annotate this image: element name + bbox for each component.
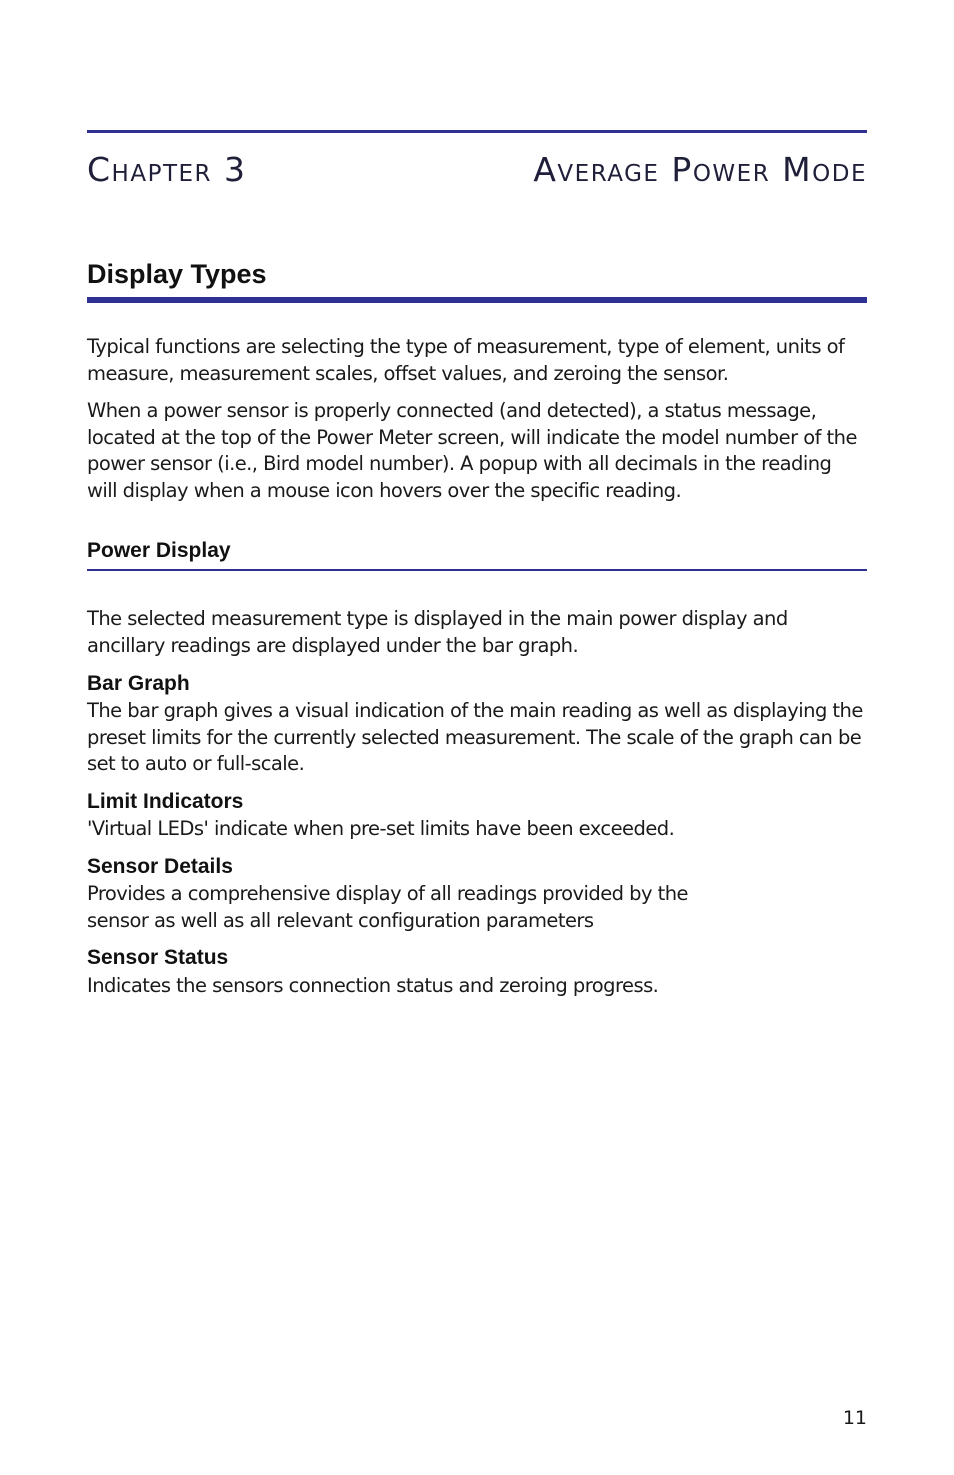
subsection-intro: The selected measurement type is displayed in the main power display and ancillary readings are displayed under the bar graph. <box>87 607 788 657</box>
term-limit-indicators: Limit Indicators <box>87 790 244 813</box>
subsection-heading: Power Display <box>87 539 231 562</box>
section-paragraph: Typical functions are selecting the type of measurement, type of element, units of measure, measurement scales, offset values, and zeroing the sensor. <box>87 335 845 385</box>
header-rule <box>87 130 867 133</box>
term-bar-graph: Bar Graph <box>87 672 190 695</box>
section-heading: Display Types <box>87 259 267 289</box>
chapter-label: Chapter 3 <box>87 150 247 189</box>
term-sensor-details: Sensor Details <box>87 855 233 878</box>
section-rule <box>87 297 867 303</box>
subsection-rule <box>87 569 867 571</box>
description-limit-indicators: 'Virtual LEDs' indicate when pre-set limits have been exceeded. <box>87 817 675 840</box>
term-sensor-status: Sensor Status <box>87 946 229 969</box>
document-page <box>87 0 867 1475</box>
chapter-header <box>87 150 867 198</box>
section-paragraph: When a power sensor is properly connected (and detected), a status message, located at the top of the Power Meter screen, will indicate the model number of the power sensor (i.e., Bird model number). A popup with all decimals in the reading will display when a mouse icon hovers over the specific reading. <box>87 399 857 502</box>
description-bar-graph: The bar graph gives a visual indication of the main reading as well as displaying the preset limits for the currently selected measurement. The scale of the graph can be set to auto or full-scale. <box>87 699 863 775</box>
description-sensor-details: Provides a comprehensive display of all readings provided by the sensor as well as all relevant configuration parameters <box>87 882 688 932</box>
page-number: 11 <box>842 1407 867 1429</box>
description-sensor-status: Indicates the sensors connection status and zeroing progress. <box>87 974 659 997</box>
chapter-title: Average Power Mode <box>533 150 867 189</box>
